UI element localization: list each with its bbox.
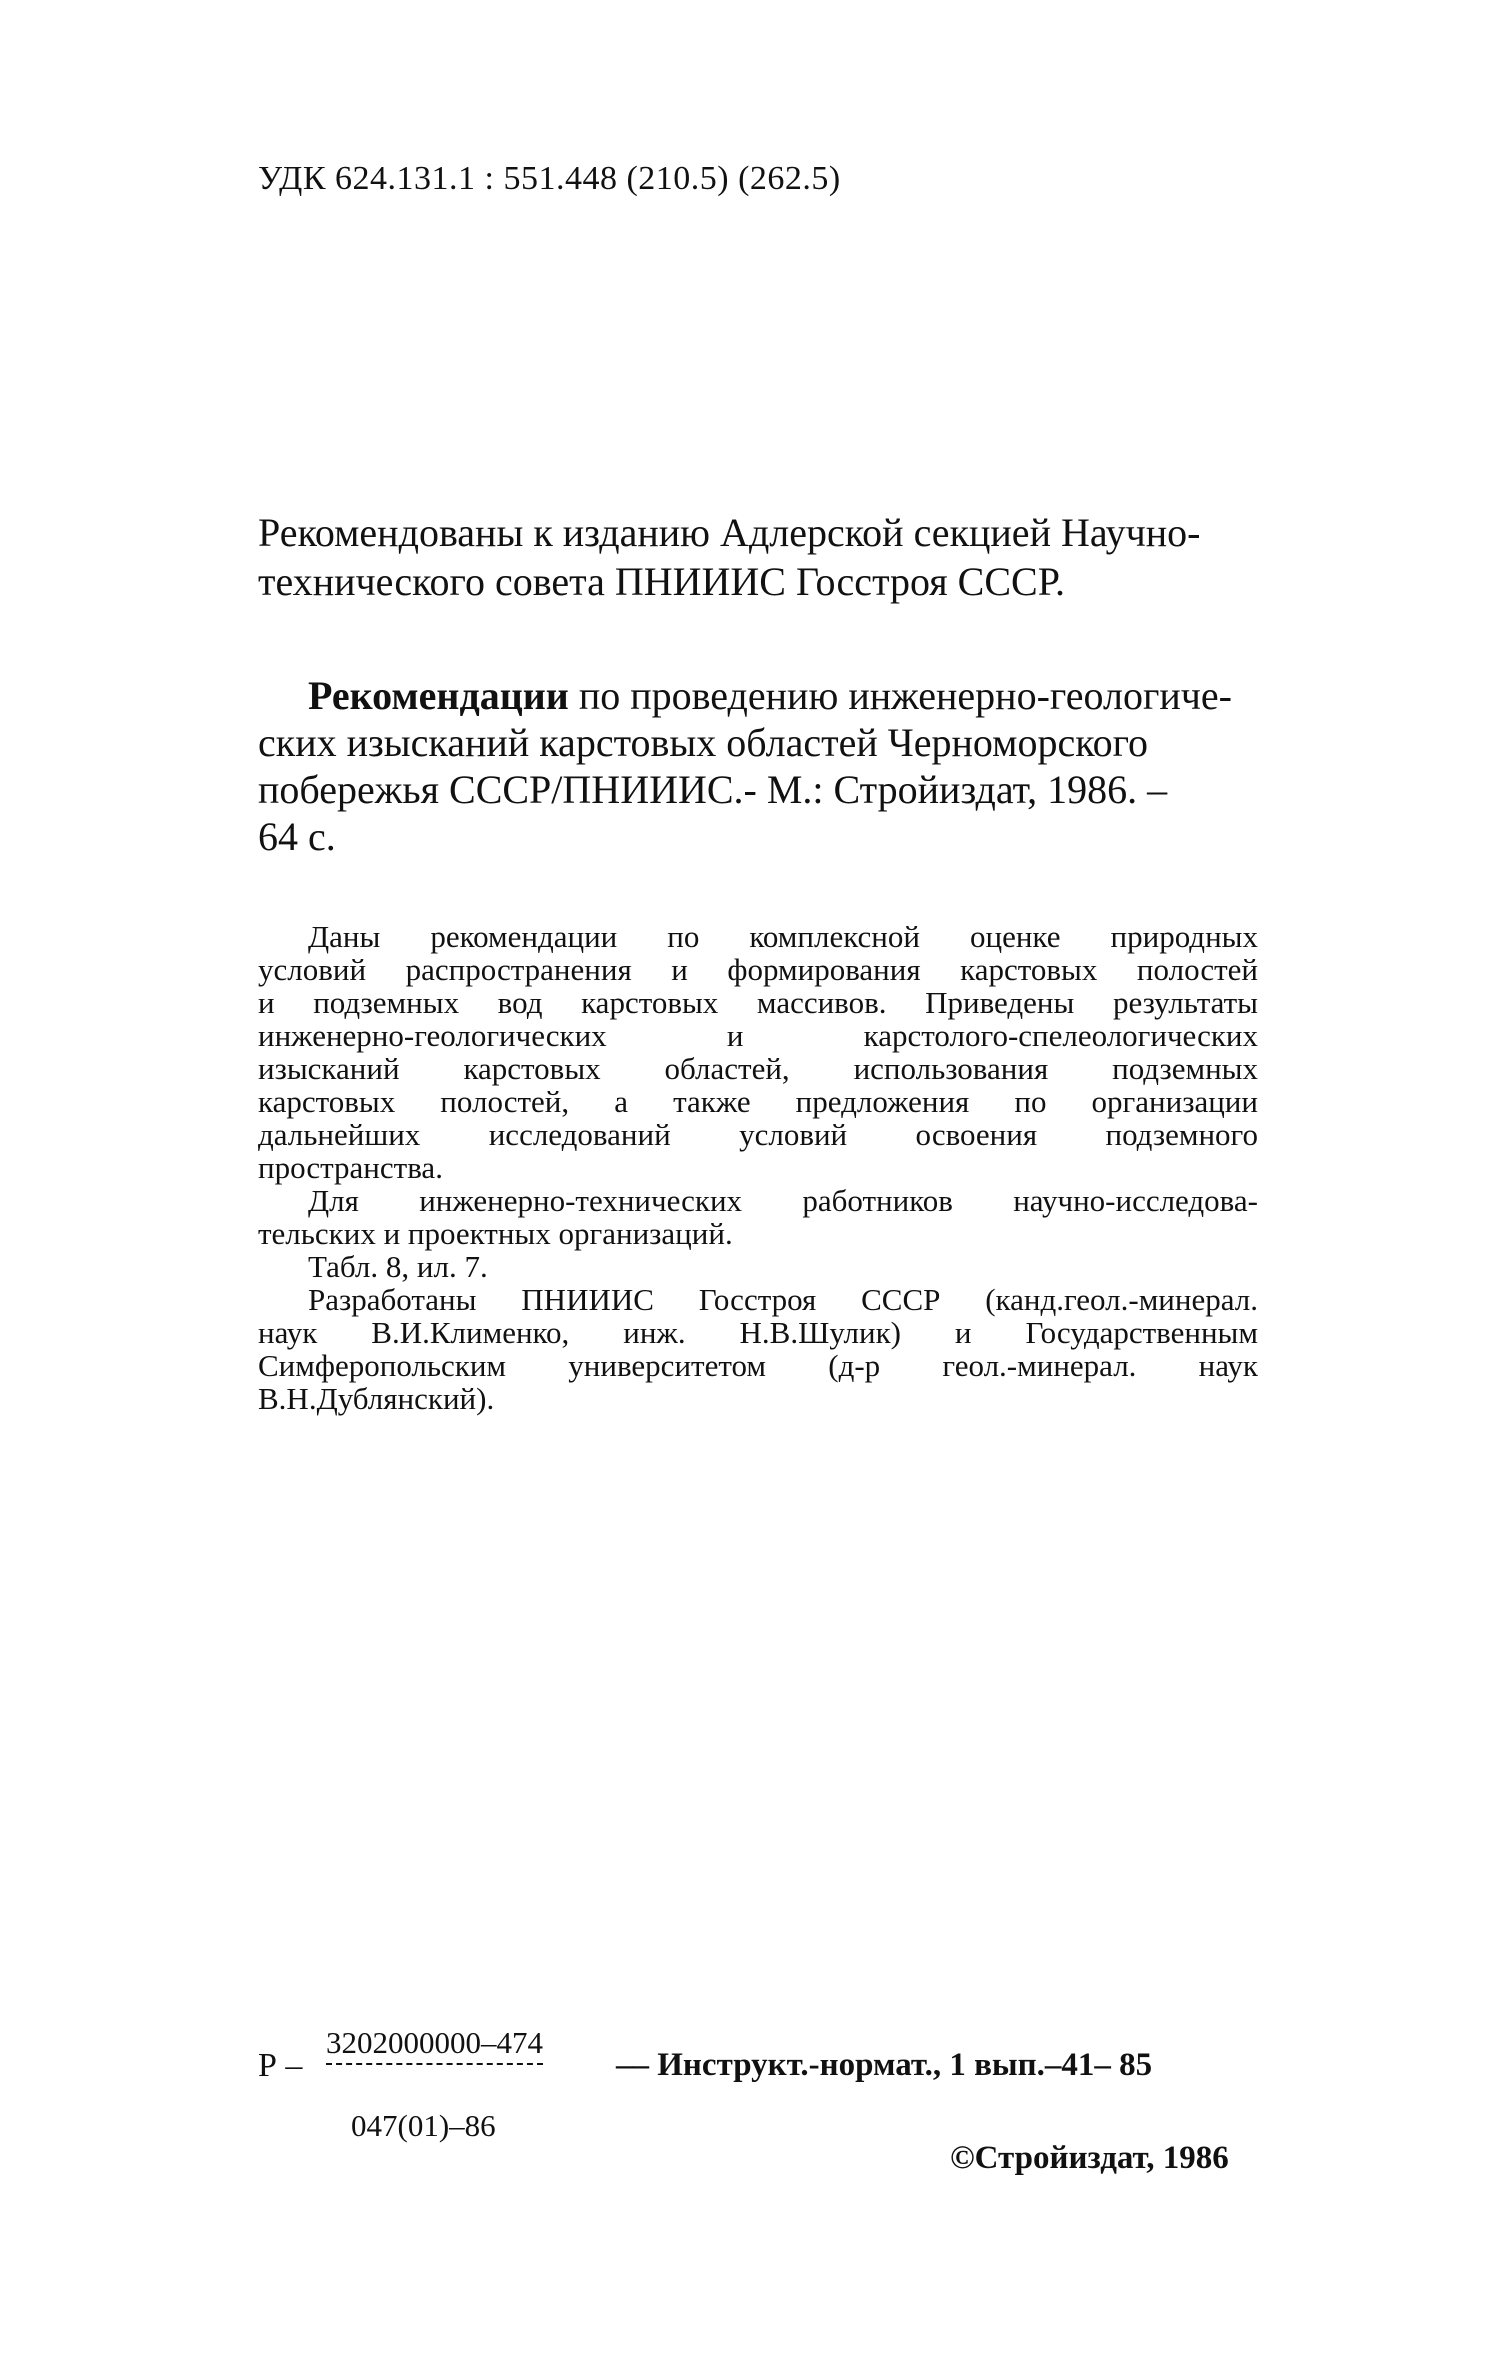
authors-line: наук В.И.Клименко, инж. Н.В.Шулик) и Государственным bbox=[258, 1315, 1258, 1350]
imprint-prefix: Р – bbox=[258, 2047, 303, 2084]
copyright-notice: ©Стройиздат, 1986 bbox=[950, 2140, 1229, 2176]
biblio-line-1 bbox=[258, 672, 1258, 719]
biblio-line-2: ских изысканий карстовых областей Черноморского bbox=[258, 720, 1149, 765]
abstract-line: и подземных вод карстовых массивов. Приведены результаты bbox=[258, 985, 1258, 1020]
abstract-line: изысканий карстовых областей, использования подземных bbox=[258, 1051, 1258, 1086]
imprint-series: –– Инструкт.-нормат., 1 вып.–41– 85 bbox=[616, 2047, 1153, 2083]
abstract-line: инженерно-геологических и карстолого-спелеологических bbox=[258, 1018, 1258, 1053]
imprint-denominator: 047(01)–86 bbox=[351, 2108, 496, 2143]
abstract bbox=[258, 920, 1258, 1415]
biblio-title: Рекомендации bbox=[308, 673, 569, 718]
audience-line-1: Для инженерно-технических работников научно-исследова- bbox=[308, 1183, 1258, 1218]
imprint-code bbox=[258, 2025, 1258, 2145]
imprint-numerator: 3202000000–474 bbox=[326, 2025, 543, 2065]
biblio-line-3: побережья СССР/ПНИИИС.- М.: Стройиздат, 1986. – bbox=[258, 767, 1168, 812]
abstract-line: Даны рекомендации по комплексной оценке природных bbox=[308, 919, 1258, 954]
authors-last-line: В.Н.Дублянский). bbox=[258, 1381, 495, 1416]
abstract-line: условий распространения и формирования карстовых полостей bbox=[258, 952, 1258, 987]
udc-code: УДК 624.131.1 : 551.448 (210.5) (262.5) bbox=[258, 160, 841, 197]
recommendation-line-2: технического совета ПНИИИС Госстроя СССР. bbox=[258, 559, 1065, 604]
tables-info: Табл. 8, ил. 7. bbox=[308, 1249, 488, 1284]
recommendation-line-1: Рекомендованы к изданию Адлерской секцией Научно- bbox=[258, 510, 1201, 555]
audience-line-2: тельских и проектных организаций. bbox=[258, 1216, 733, 1251]
biblio-line-1-rest: по проведению инженерно-геологиче- bbox=[568, 673, 1232, 718]
authors-line: Симферопольским университетом (д-р геол.-минерал. наук bbox=[258, 1348, 1258, 1383]
abstract-line: пространства. bbox=[258, 1150, 443, 1185]
abstract-line: карстовых полостей, а также предложения по организации bbox=[258, 1084, 1258, 1119]
bibliographic-record bbox=[258, 672, 1258, 860]
abstract-line: дальнейших исследований условий освоения подземного bbox=[258, 1117, 1258, 1152]
authors-line: Разработаны ПНИИИС Госстроя СССР (канд.геол.-минерал. bbox=[308, 1282, 1258, 1317]
publication-recommendation bbox=[258, 508, 1258, 606]
biblio-line-4: 64 с. bbox=[258, 814, 336, 859]
